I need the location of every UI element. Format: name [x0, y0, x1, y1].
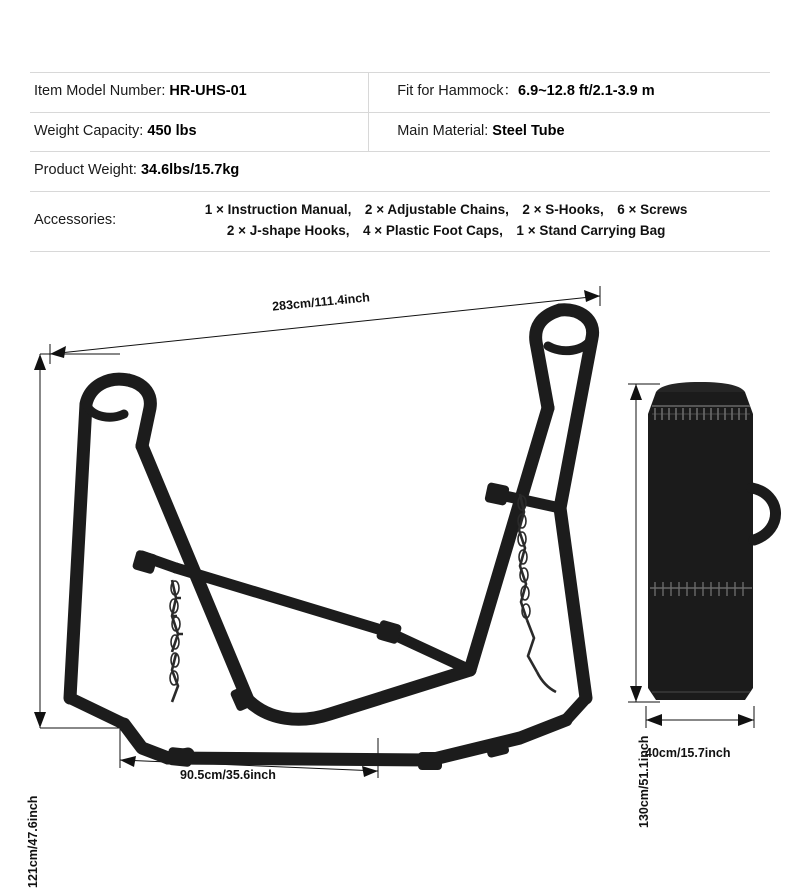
spec-sep-fit: ：: [503, 83, 519, 99]
table-row: [30, 191, 770, 251]
spec-value-model: HR-UHS-01: [169, 83, 247, 99]
dimension-label-stand-base: 90.5cm/35.6inch: [180, 768, 276, 782]
dimension-label-bag-height: 130cm/51.1inch: [637, 735, 651, 828]
spec-label-fit: Fit for Hammock: [397, 83, 504, 99]
spec-cell-accessories: [30, 191, 770, 251]
product-dimension-diagram: [0, 268, 800, 888]
spec-value-fit: 6.9~12.8 ft/2.1-3.9 m: [518, 83, 655, 99]
accessories-line-1: 1 × Instruction Manual, 2 × Adjustable Chains, 2 × S-Hooks, 6 × Screws: [204, 201, 688, 217]
dimension-label-stand-height: 121cm/47.6inch: [26, 795, 40, 888]
spec-cell-capacity: [30, 112, 369, 152]
spec-value-product-weight: 34.6lbs/15.7kg: [140, 162, 240, 179]
dimension-label-stand-width: 283cm/111.4inch: [271, 290, 371, 314]
spec-cell-material: [369, 112, 770, 152]
spec-cell-model: [30, 73, 369, 113]
table-row: [30, 112, 770, 152]
spec-label-material: Main Material:: [397, 122, 493, 139]
spec-label-model: Item Model Number:: [34, 83, 170, 99]
table-row: [30, 73, 770, 113]
spec-cell-fit: [369, 73, 770, 113]
spec-label-product-weight: Product Weight:: [34, 162, 141, 179]
spec-value-material: Steel Tube: [492, 122, 565, 139]
accessories-line-2: 2 × J-shape Hooks, 4 × Plastic Foot Caps, 1 × Stand Carrying Bag: [226, 222, 666, 238]
spec-label-accessories: Accessories:: [34, 211, 117, 228]
table-row: [30, 152, 770, 192]
spec-value-capacity: 450 lbs: [147, 122, 197, 139]
carrying-bag-illustration: [648, 382, 776, 700]
specification-table: [30, 72, 770, 252]
dimension-label-bag-width: 40cm/15.7inch: [645, 746, 731, 760]
spec-label-capacity: Weight Capacity:: [34, 122, 148, 139]
spec-cell-product-weight: [30, 152, 770, 192]
diagram-svg: [0, 268, 800, 800]
